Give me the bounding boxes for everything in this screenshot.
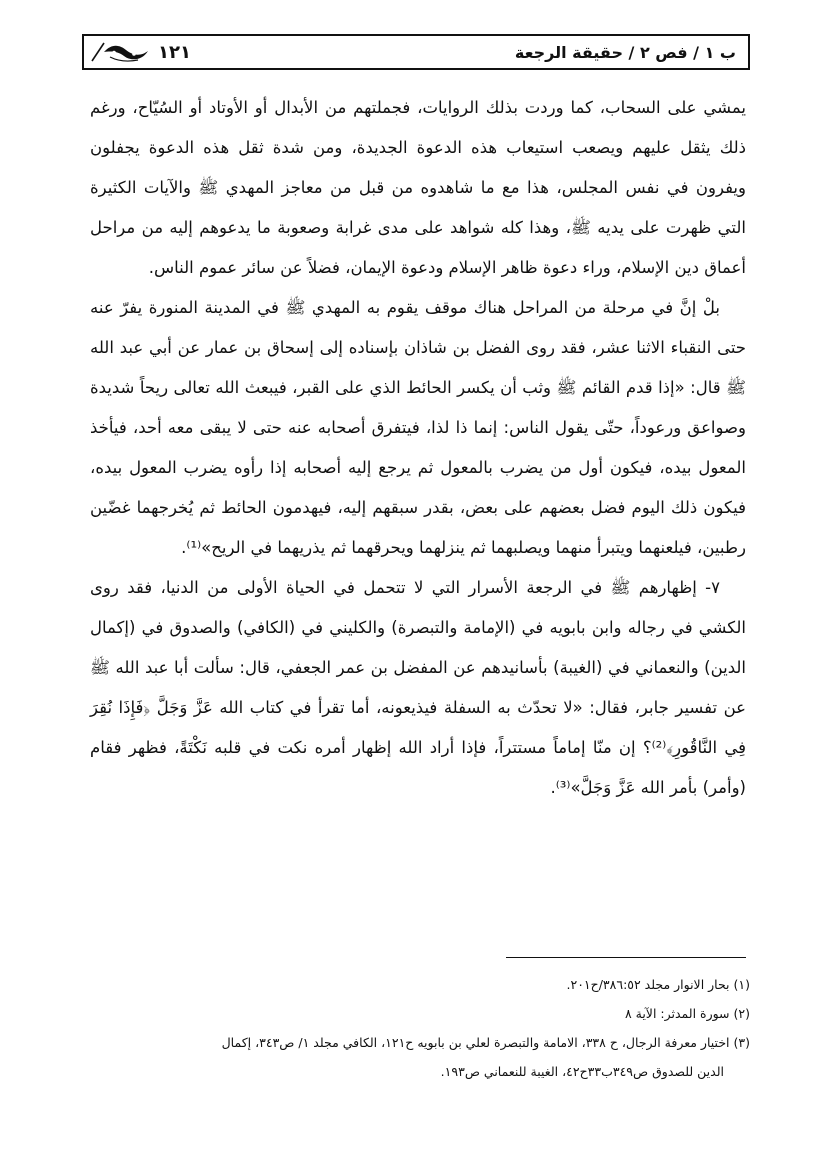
paragraph: يمشي على السحاب، كما وردت بذلك الروايات، فجملتهم من الأبدال أو الأوتاد أو السُيّاح، ورغم ذلك يثقل عليهم ويصعب استيعاب هذه الدعوة الجديدة، ومن شدة ثقل هذه الدعوة يجفلون ويفرون في نفس المجلس، هذا مع ما شاهدوه من قبل من معاجز المهدي ﷺ والآيات الكثيرة التي ظهرت على يديه ﷺ، وهذا كله شواهد على مدى غرابة وصعوبة ما يدعوهم إليه من مراحل أعماق دين الإسلام، وراء دعوة ظاهر الإسلام ودعوة الإيمان، فضلاً عن سائر عموم الناس. xyxy=(90,98,746,277)
page-number-block xyxy=(90,41,191,63)
running-header xyxy=(82,34,750,70)
footnote: (٢) سورة المدثر: الآية ٨ xyxy=(624,1006,750,1021)
chapter-title: ب ١ / فص ٢ / حقيقة الرجعة xyxy=(514,42,736,62)
ornament-icon xyxy=(90,41,152,63)
footnote-continuation: الدين للصدوق ص٣٤٩ب٣٣ح٤٢، الغيبة للنعماني ص١٩٣. xyxy=(440,1064,724,1079)
footnote: (٣) اختيار معرفة الرجال، ح ٣٣٨، الامامة والتبصرة لعلي بن بابويه ح١٢١، الكافي مجلد ١/ ص٣٤٣، إكمال xyxy=(221,1035,750,1050)
main-text xyxy=(90,88,746,808)
paragraph: ٧- إظهارهم ﷺ في الرجعة الأسرار التي لا تتحمل في الحياة الأولى من الدنيا، فقد روى الكشي في رجاله وابن بابويه في (الإمامة والتبصرة) والكليني في (الكافي) والصدوق في (إكمال الدين) والنعماني في (الغيبة) بأسانيدهم عن المفضل بن عمر الجعفي، قال: سألت أبا عبد الله ﷺ عن تفسير جابر، فقال: «لا تحدّث به السفلة فيذيعونه، أما تقرأ في كتاب الله عَزَّ وَجَلَّ ﴿فَإِذَا نُقِرَ فِي النَّاقُورِ﴾⁽²⁾؟ إن منّا إماماً مستتراً، فإذا أراد الله إظهار أمره نكت في قلبه نَكْتَةً، فظهر فقام (وأمر) بأمر الله عَزَّ وَجَلَّ»⁽³⁾. xyxy=(90,578,746,797)
footnotes xyxy=(90,970,750,1086)
footnote-separator xyxy=(506,957,746,958)
paragraph: بلْ إنَّ في مرحلة من المراحل هناك موقف يقوم به المهدي ﷺ في المدينة المنورة يفرّ عنه حتى النقباء الاثنا عشر، فقد روى الفضل بن شاذان بإسناده إلى إسحاق بن عمار عن أبي عبد الله ﷺ قال: «إذا قدم القائم ﷺ وثب أن يكسر الحائط الذي على القبر، فيبعث الله تعالى ريحاً شديدة وصواعق ورعوداً، حتّى يقول الناس: إنما ذا لذا، فيتفرق أصحابه عنه حتى لا يبقى معه أحد، فيأخذ المعول بيده، فيكون أول من يضرب بالمعول ثم يرجع إليه أصحابه إذا رأوه يضرب المعول بيده، فيكون ذلك اليوم فضل بعضهم على بعض، بقدر سبقهم إليه، فيهدمون الحائط ثم يُخرجهما غضّين رطبين، فيلعنهما ويتبرأ منهما ويصلبهما ثم ينزلهما ويحرقهما ثم يذريهما في الريح»⁽¹⁾. xyxy=(90,298,746,557)
footnote: (١) بحار الانوار مجلد ٣٨٦:٥٢/ح٢٠١. xyxy=(566,977,750,992)
page-number: ١٢١ xyxy=(158,41,191,63)
